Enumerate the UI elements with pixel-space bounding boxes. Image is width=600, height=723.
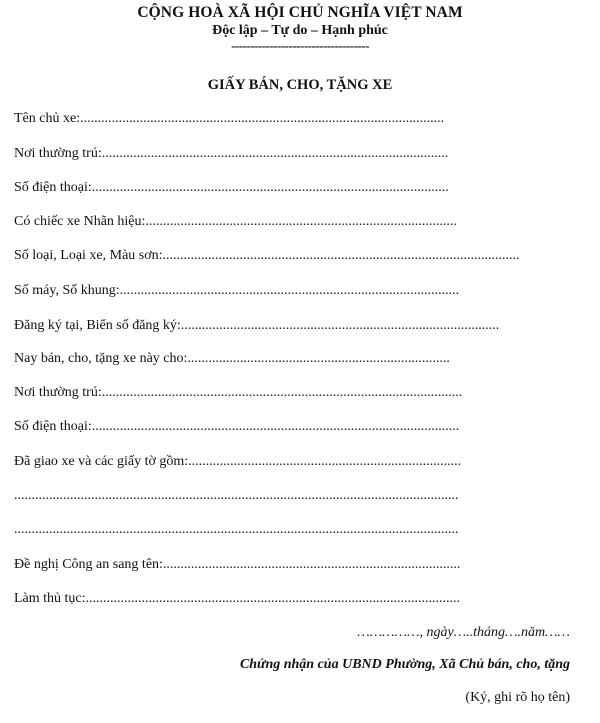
field-engine-frame-number: Số máy, Số khung:................................................................................................. — [14, 283, 460, 298]
field-owner-phone: Số điện thoại:...................................................................................................... — [14, 180, 449, 195]
field-recipient-phone: Số điện thoại:......................................................................................................... — [14, 419, 460, 434]
header-country: CỘNG HOÀ XÃ HỘI CHỦ NGHĨA VIỆT NAM — [137, 4, 463, 21]
field-registration-plate: Đăng ký tại, Biển số đăng ký:........................................................................................... — [14, 318, 500, 333]
certification-line: Chứng nhận của UBND Phường, Xã Chủ bán, cho, tặng — [239, 657, 570, 672]
document-title: GIẤY BÁN, CHO, TẶNG XE — [207, 77, 393, 93]
field-recipient-residence: Nơi thường trú:....................................................................................................... — [14, 385, 463, 400]
header-separator: ------------------------------------ — [231, 38, 369, 53]
date-line: ……………, ngày…..tháng….năm…… — [357, 625, 570, 640]
field-blank-line-2: ............................................................................................................................... — [14, 522, 459, 537]
field-owner-name: Tên chủ xe:........................................................................................................ — [14, 111, 445, 126]
field-vehicle-model-type-color: Số loại, Loại xe, Màu sơn:...................................................................................................... — [14, 248, 520, 263]
field-transfer-to: Nay bán, cho, tặng xe này cho:........................................................................... — [14, 351, 450, 366]
header-motto: Độc lập – Tự do – Hạnh phúc — [212, 23, 388, 38]
field-procedure: Làm thủ tục:........................................................................................................... — [14, 591, 461, 606]
field-owner-residence: Nơi thường trú:................................................................................................... — [14, 146, 449, 161]
field-blank-line-1: ............................................................................................................................... — [14, 488, 459, 503]
field-police-transfer-request: Đề nghị Công an sang tên:..................................................................................... — [14, 557, 461, 572]
field-delivered-documents: Đã giao xe và các giấy tờ gồm:.............................................................................. — [14, 454, 462, 469]
signature-note: (Ký, ghi rõ họ tên) — [465, 690, 570, 705]
field-vehicle-brand: Có chiếc xe Nhãn hiệu:......................................................................................... — [14, 214, 457, 229]
